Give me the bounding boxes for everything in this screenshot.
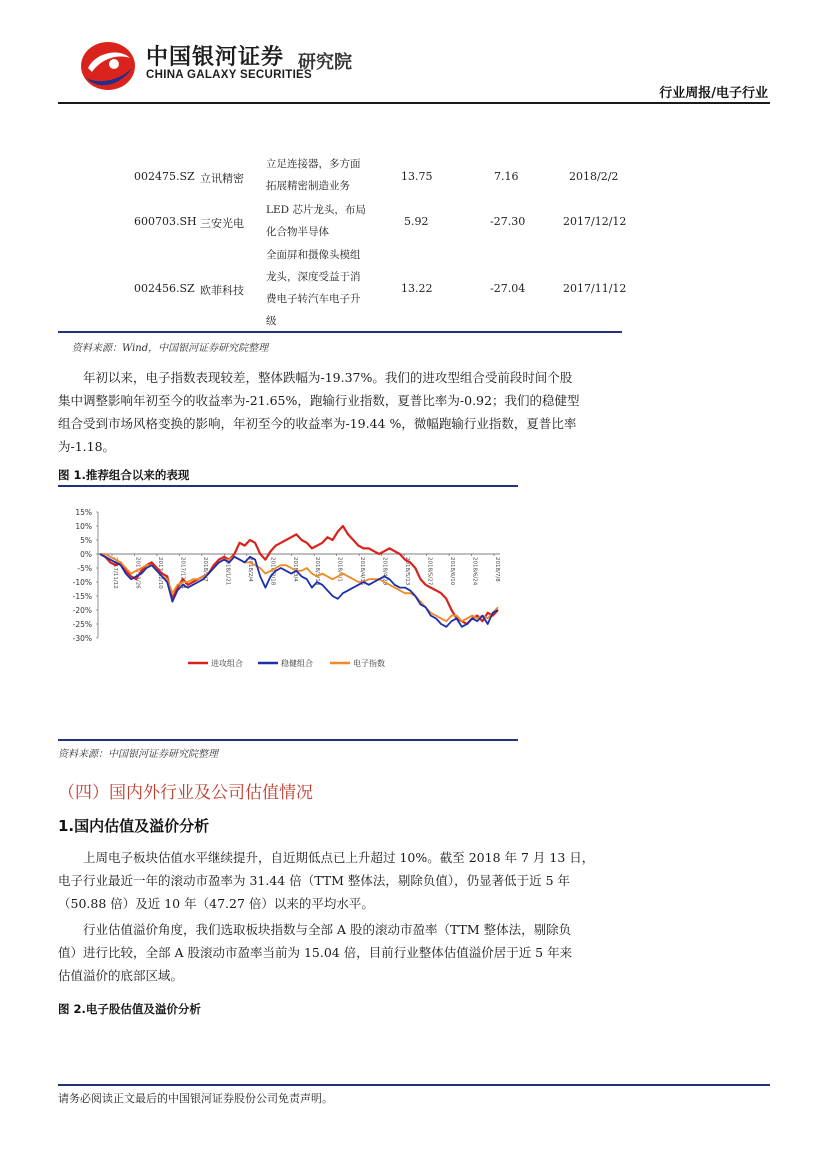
para-line: 值）进行比较，全部 A 股滚动市盈率当前为 15.04 倍，目前行业整体估值溢价居于近 5 年来 xyxy=(58,945,573,960)
header-divider xyxy=(58,102,770,104)
x-tick-label: 2017/11/12 xyxy=(112,557,118,589)
desc-line: LED 芯片龙头，布局 xyxy=(266,204,366,216)
table-cell-desc xyxy=(266,153,378,197)
table-cell-date: 2018/2/2 xyxy=(569,170,619,183)
x-tick-label: 2018/6/24 xyxy=(471,557,478,586)
sub-heading: 1.国内估值及溢价分析 xyxy=(58,817,210,835)
table-cell-code: 600703.SH xyxy=(134,215,197,228)
legend-label: 电子指数 xyxy=(353,659,385,668)
para-line: （50.88 倍）及近 10 年（47.27 倍）以来的平均水平。 xyxy=(58,896,374,911)
y-tick-label: -20% xyxy=(72,606,92,615)
table-cell-date: 2017/12/12 xyxy=(563,215,627,228)
table-source: 资料来源：Wind，中国银河证券研究院整理 xyxy=(72,343,269,354)
para-line: 为-1.18。 xyxy=(58,439,116,454)
y-tick-label: -10% xyxy=(72,578,92,587)
y-tick-label: -30% xyxy=(72,634,92,643)
table-cell-value: 13.75 xyxy=(401,170,433,183)
para-line: 上周电子板块估值水平继续提升，自近期低点已上升超过 10%。截至 2018 年 7 月 13 日， xyxy=(83,850,595,865)
table-cell-value: 7.16 xyxy=(494,170,519,183)
premium-paragraph xyxy=(58,918,622,987)
desc-line: 龙头，深度受益于消 xyxy=(266,271,361,283)
x-tick-label: 2018/6/10 xyxy=(449,557,456,586)
desc-line: 级 xyxy=(266,315,277,327)
table-cell-value: 13.22 xyxy=(401,282,433,295)
table-cell-desc xyxy=(266,199,378,243)
x-tick-label: 2018/4/1 xyxy=(336,557,343,582)
para-line: 组合受到市场风格变换的影响，年初至今的收益率为-19.44 %，微幅跑输行业指数，夏普比率 xyxy=(58,416,577,431)
figure2-title: 图 2.电子股估值及溢价分析 xyxy=(58,1002,201,1016)
desc-line: 拓展精密制造业务 xyxy=(266,180,350,192)
y-tick-label: 5% xyxy=(80,536,92,545)
table-cell-code: 002456.SZ xyxy=(134,282,195,295)
footer-rule xyxy=(58,1084,770,1086)
para-line: 电子行业最近一年的滚动市盈率为 31.44 倍（TTM 整体法，剔除负值），仍显著低于近 5 年 xyxy=(58,873,571,888)
y-tick-label: 10% xyxy=(75,522,92,531)
legend-label: 稳健组合 xyxy=(281,659,313,668)
report-type: 行业周报/电子行业 xyxy=(659,86,768,101)
x-tick-label: 2018/5/13 xyxy=(404,557,411,586)
table-bottom-rule xyxy=(58,331,622,333)
x-tick-label: 2018/1/7 xyxy=(201,557,208,582)
table-cell-value: 5.92 xyxy=(404,215,429,228)
x-tick-label: 2018/1/21 xyxy=(224,557,231,586)
y-axis xyxy=(73,508,98,643)
footer-disclaimer: 请务必阅读正文最后的中国银河证券股份公司免责声明。 xyxy=(58,1092,333,1105)
company-name-cn: 中国银河证券 xyxy=(146,45,285,70)
galaxy-logo-icon xyxy=(78,38,138,94)
x-tick-label: 2018/4/29 xyxy=(381,557,388,586)
para-line: 集中调整影响年初至今的收益率为-21.65%，跑输行业指数，夏普比率为-0.92；我们的稳健型 xyxy=(58,393,580,408)
x-tick-label: 2018/3/18 xyxy=(314,557,321,586)
chart-legend xyxy=(188,658,385,668)
y-tick-label: -15% xyxy=(72,592,92,601)
x-tick-label: 2018/2/4 xyxy=(246,557,253,582)
x-tick-label: 2018/4/15 xyxy=(359,557,366,586)
para-line: 估值溢价的底部区域。 xyxy=(58,968,184,983)
figure1-title: 图 1.推荐组合以来的表现 xyxy=(58,468,190,482)
x-tick-label: 2017/11/26 xyxy=(134,557,141,589)
x-tick-label: 2018/7/8 xyxy=(494,557,500,582)
table-cell-code: 002475.SZ xyxy=(134,170,195,183)
y-tick-label: -5% xyxy=(77,564,92,573)
company-name-en: CHINA GALAXY SECURITIES xyxy=(146,69,313,81)
table-cell-date: 2017/11/12 xyxy=(563,282,627,295)
figure1-top-rule xyxy=(58,485,518,487)
x-tick-label: 2017/12/24 xyxy=(179,557,186,589)
x-tick-label: 2018/3/4 xyxy=(291,557,298,582)
y-tick-label: 0% xyxy=(80,550,92,559)
section-heading: （四）国内外行业及公司估值情况 xyxy=(58,783,313,803)
para-line: 年初以来，电子指数表现较差，整体跌幅为-19.37%。我们的进攻型组合受前段时间个股 xyxy=(83,370,573,385)
figure1-bottom-rule xyxy=(58,739,518,741)
valuation-paragraph xyxy=(58,846,622,915)
y-tick-label: 15% xyxy=(75,508,92,517)
desc-line: 全面屏和摄像头模组 xyxy=(266,249,361,261)
x-tick-label: 2017/12/10 xyxy=(156,557,163,589)
x-tick-label: 2018/5/27 xyxy=(426,557,433,586)
desc-line: 化合物半导体 xyxy=(266,226,329,238)
figure1-source: 资料来源：中国银河证券研究院整理 xyxy=(58,749,218,760)
performance-paragraph xyxy=(58,366,622,458)
table-cell-value: -27.30 xyxy=(490,215,526,228)
table-cell-name: 欧菲科技 xyxy=(200,284,244,297)
x-tick-label: 2018/2/18 xyxy=(269,557,276,586)
performance-line-chart xyxy=(58,500,518,730)
table-cell-name: 立讯精密 xyxy=(200,172,244,185)
institute-name: 研究院 xyxy=(298,52,352,73)
table-cell-name: 三安光电 xyxy=(200,217,244,230)
desc-line: 费电子转汽车电子升 xyxy=(266,293,361,305)
legend-label: 进攻组合 xyxy=(211,659,243,668)
table-cell-desc xyxy=(266,244,378,332)
para-line: 行业估值溢价角度，我们选取板块指数与全部 A 股的滚动市盈率（TTM 整体法，剔除负 xyxy=(83,922,572,937)
desc-line: 立足连接器，多方面 xyxy=(266,158,361,170)
y-tick-label: -25% xyxy=(72,620,92,629)
table-cell-value: -27.04 xyxy=(490,282,526,295)
